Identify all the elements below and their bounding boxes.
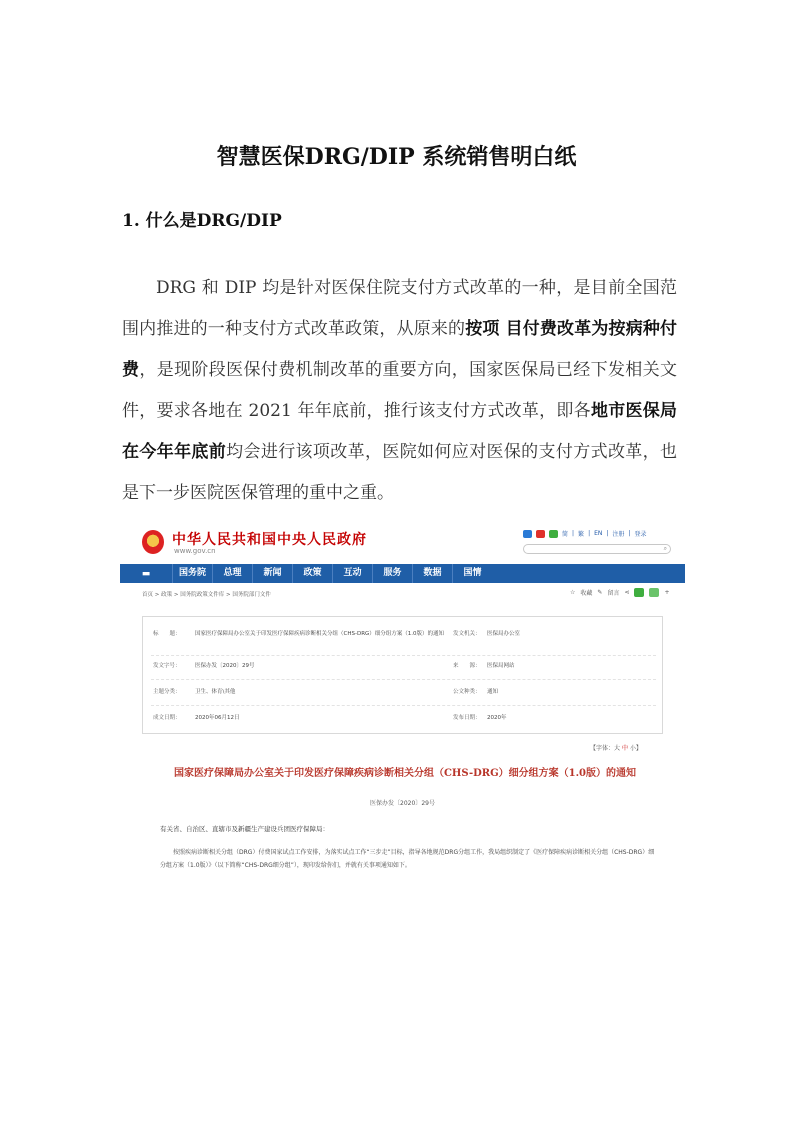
meta-label: 发文机关： [453,631,481,637]
document-metadata-box [142,616,663,734]
share-icon: ⋖ [624,589,630,596]
site-header [120,522,685,560]
star-icon: ☆ [570,589,576,596]
document-title: 智慧医保DRG/DIP 系统销售明白纸 [216,144,577,170]
meta-value: 医保办发〔2020〕29号 [195,663,255,669]
plus-icon: + [664,589,670,596]
font-size-large: 大 [614,745,621,752]
mail-icon [523,530,532,538]
nav-item: 国情 [452,564,492,583]
national-emblem-icon [142,530,164,554]
meta-divider [151,655,656,656]
login-link: 登录 [634,531,647,538]
meta-label: 来 源： [453,663,481,669]
font-size-label: 【字体： [590,745,615,752]
paragraph-bold-text: 地市医保局在今年年底前 [122,401,677,462]
nav-item: 互动 [332,564,372,583]
meta-label: 公文种类： [453,689,481,695]
top-links: 简 | 繁 | EN | 注册 | 登录 [523,529,646,538]
body-paragraph [122,268,677,514]
notice-title: 国家医疗保障局办公室关于印发医疗保障疾病诊断相关分组（CHS-DRG）细分组方案（1.0版）的通知 [173,768,637,779]
site-search-input [523,544,671,554]
paragraph-text: ，是现阶段医保付费机制改革的重要方向，国家医保局已经下发相关文件，要求各地在 2021 年年底前，推行该支付方式改革，即各 [122,360,678,421]
comment-link: 留言 [607,590,620,597]
site-url: www.gov.cn [174,547,216,555]
search-icon: ⌕ [663,545,667,552]
nav-item: 数据 [412,564,452,583]
nav-item: 服务 [372,564,412,583]
page-tools [570,588,670,597]
meta-label: 成文日期： [153,715,181,721]
nav-item: 新闻 [252,564,292,583]
meta-value: 国家医疗保障局办公室关于印发医疗保障疾病诊断相关分组（CHS-DRG）细分组方案（1.0版）的通知 [195,631,445,637]
nav-item: 政策 [292,564,332,583]
font-size-end: 】 [635,745,642,752]
weibo-icon [536,530,545,538]
font-size-small: 小 [629,745,636,752]
building-icon: ▬ [141,568,151,579]
meta-label: 标 题： [153,631,181,637]
font-size-selector [590,743,642,752]
meta-label: 发布日期： [453,715,481,721]
paragraph-text: 均会进行该项改革，医院如何应对医保的支付方式改革，也是下一步医院医保管理的重中之重。 [122,442,678,503]
breadcrumb: 首页 > 政策 > 国务院政策文件库 > 国务院部门文件 [142,592,271,598]
meta-value: 卫生、体育\其他 [195,689,236,695]
paragraph-text: DRG 和 DIP 均是针对医保住院支付方式改革的一种，是目前全国范围内推进的一种支付方式改革政策，从原来的 [122,278,677,339]
meta-value: 2020年06月12日 [195,715,240,721]
meta-value: 2020年 [487,715,507,721]
meta-label: 主题分类： [153,689,181,695]
embedded-webpage-screenshot [120,522,685,900]
meta-divider [151,679,656,680]
meta-label: 发文字号： [153,663,181,669]
meta-value: 医保局办公室 [487,631,521,637]
notice-recipients: 有关省、自治区、直辖市及新疆生产建设兵团医疗保障局： [160,825,329,833]
notice-body: 按照疾病诊断相关分组（DRG）付费国家试点工作安排，为落实试点工作“三步走”目标，指导各地规范DRG分组工作，我局组织制定了《医疗保障疾病诊断相关分组（CHS-DRG）细分组方案（1.0版）》（以下简称“CHS-DRG细分组”），现印发给你们，并就有关事项通知如下。 [160,849,655,869]
site-name: 中华人民共和国中央人民政府 [172,532,367,548]
lang-english-link: EN [594,530,603,537]
section-heading: 1. 什么是DRG/DIP [122,211,282,231]
lang-simplified-link: 简 [562,531,569,538]
nav-item: 总理 [212,564,252,583]
pen-icon: ✎ [597,589,603,596]
wechat-icon [549,530,558,538]
meta-value: 医保局网站 [487,663,515,669]
meta-divider [151,705,656,706]
moments-share-icon [649,588,659,597]
main-nav [120,564,685,583]
font-size-medium: 中 [621,745,628,752]
nav-item: 国务院 [172,564,212,583]
favorite-link: 收藏 [580,590,593,597]
lang-traditional-link: 繁 [578,531,585,538]
notice-docno: 医保办发〔2020〕29号 [370,800,435,807]
register-link: 注册 [612,531,625,538]
wechat-share-icon [634,588,644,597]
meta-value: 通知 [487,689,499,695]
paragraph-bold-text: 按项 目付费改革为按病种付费 [122,319,678,380]
